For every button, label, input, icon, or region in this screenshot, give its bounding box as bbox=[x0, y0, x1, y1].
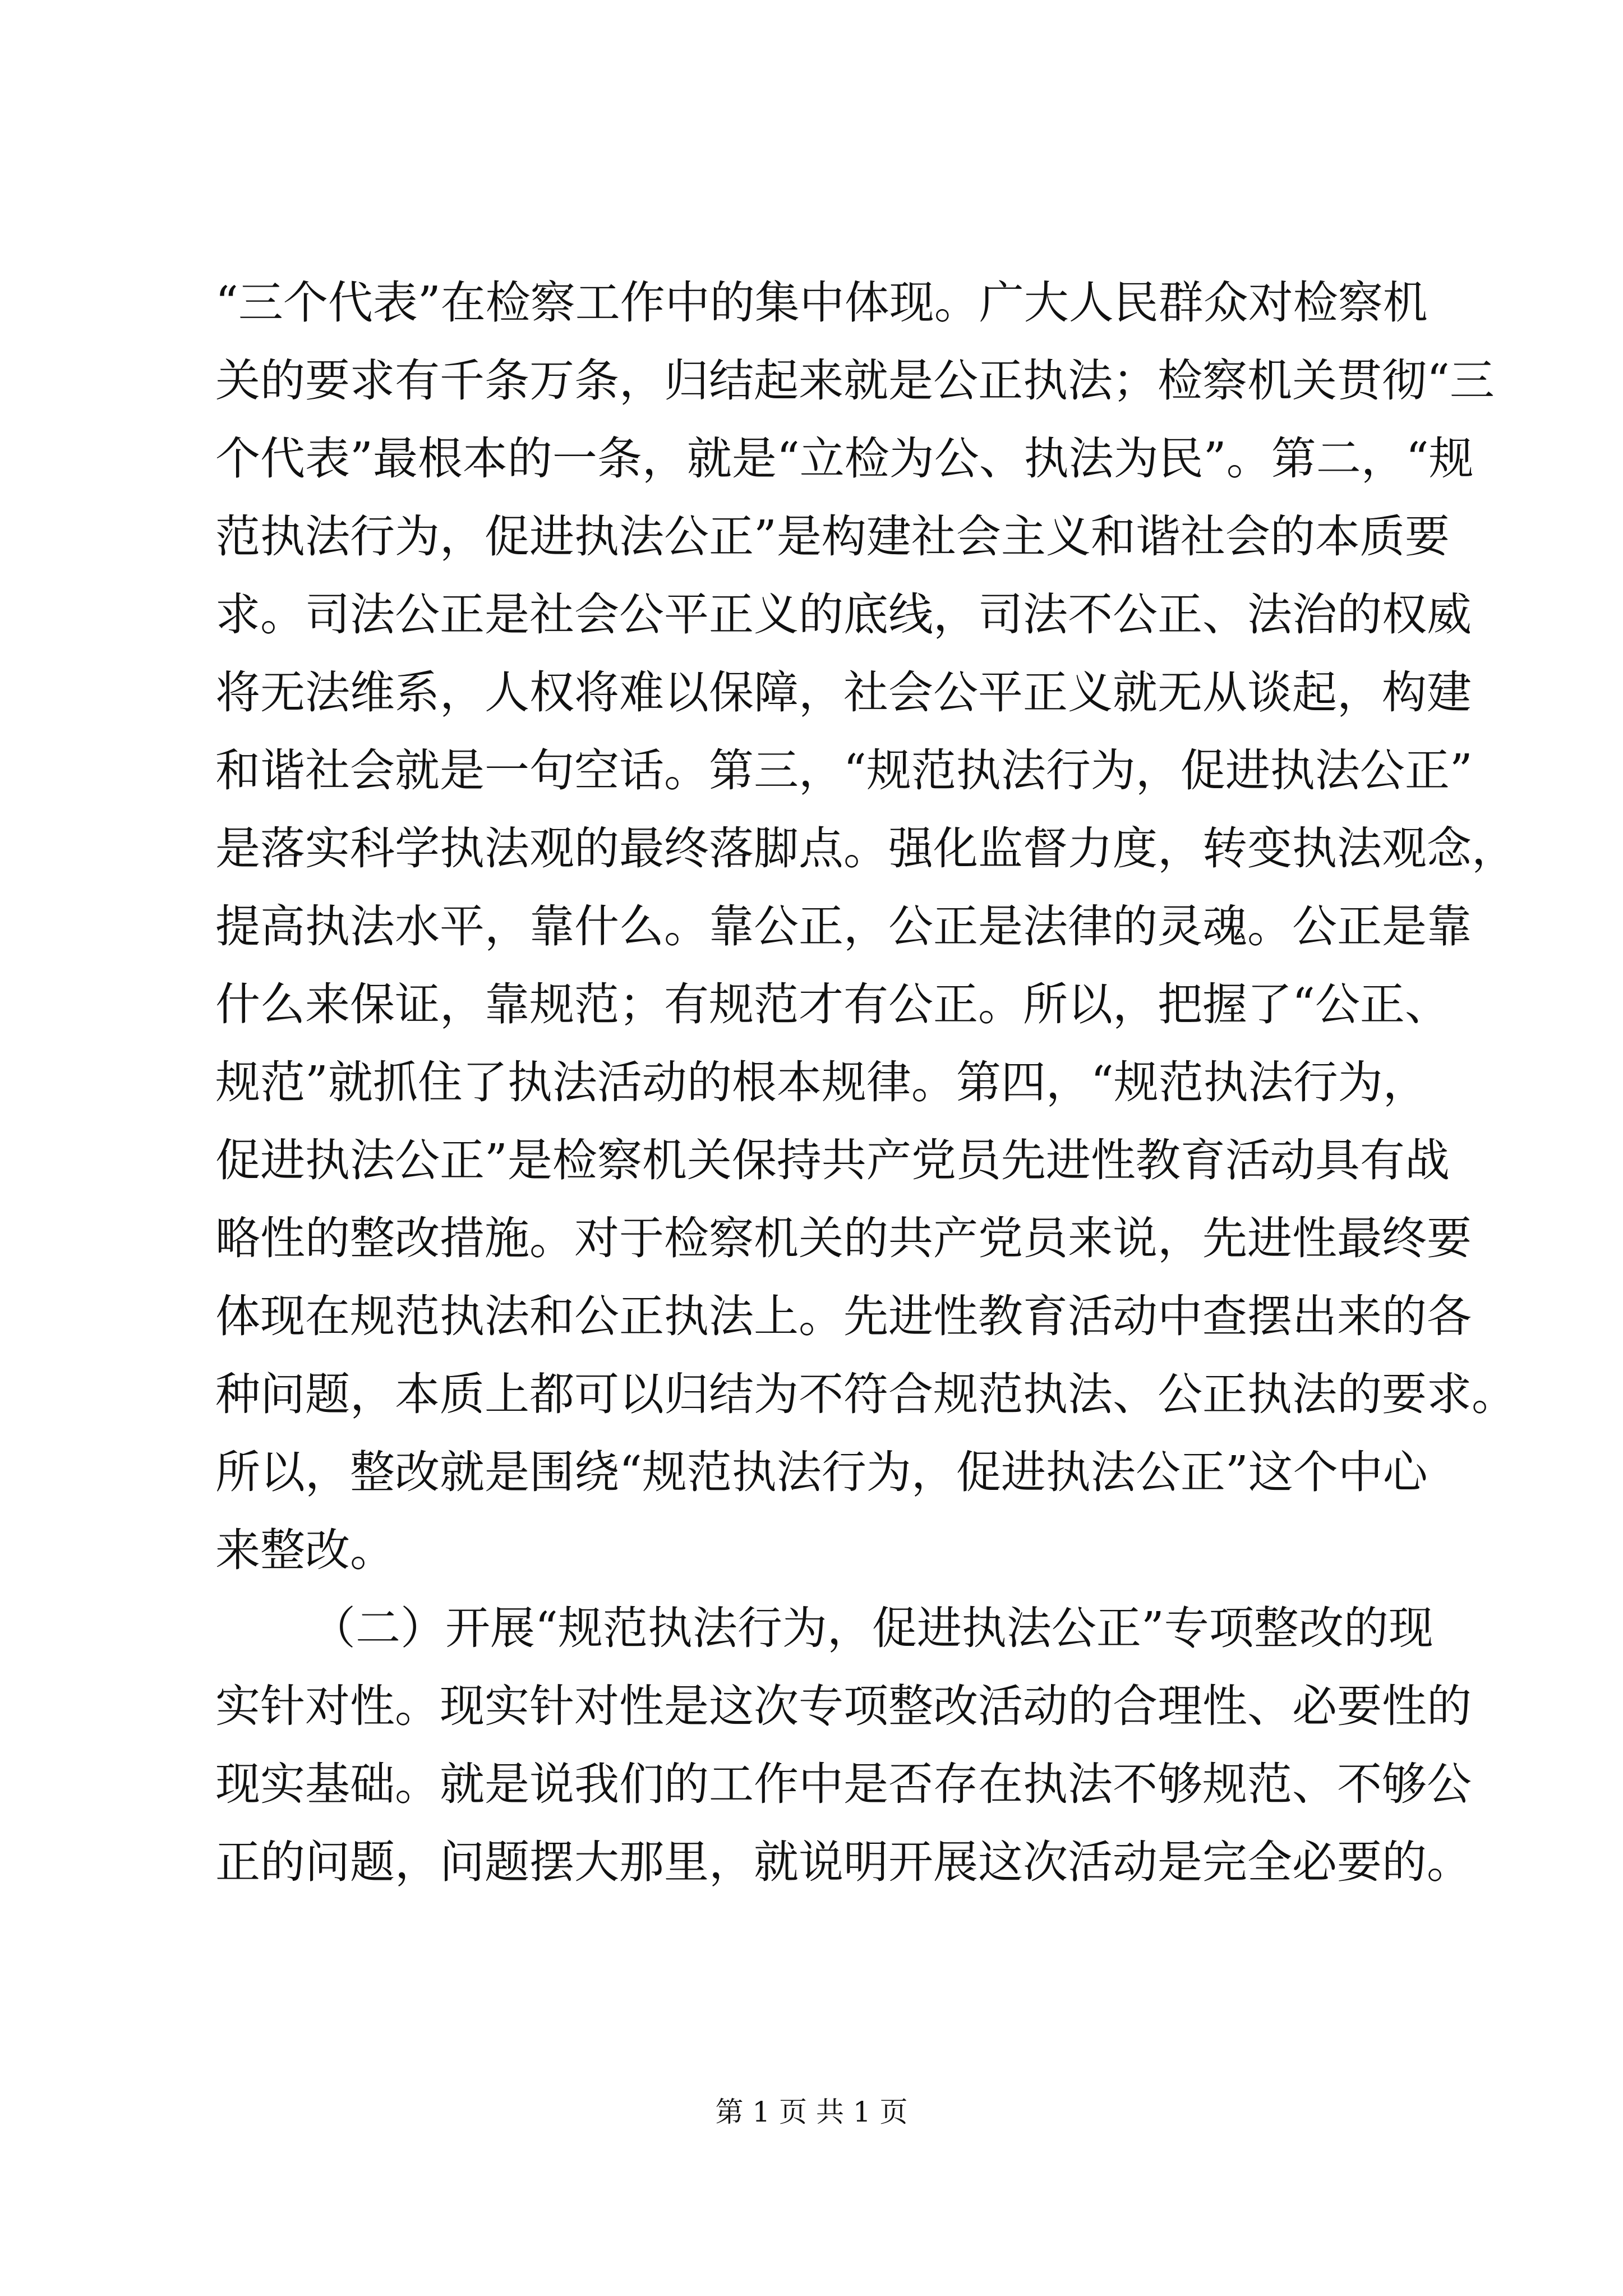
text-line: 关的要求有千条万条，归结起来就是公正执法；检察机关贯彻“三 bbox=[215, 355, 1495, 407]
section-heading-line: （二）开展“规范执法行为，促进执法公正”专项整改的现 bbox=[311, 1602, 1433, 1654]
text-line: 求。司法公正是社会公平正义的底线，司法不公正、法治的权威 bbox=[215, 588, 1472, 641]
text-line: 促进执法公正”是检察机关保持共产党员先进性教育活动具有战 bbox=[215, 1134, 1450, 1186]
text-line: 将无法维系，人权将难以保障，社会公平正义就无从谈起，构建 bbox=[215, 666, 1472, 719]
text-line: 什么来保证，靠规范；有规范才有公正。所以，把握了“公正、 bbox=[215, 978, 1450, 1030]
text-line: 正的问题，问题摆大那里，就说明开展这次活动是完全必要的。 bbox=[215, 1836, 1472, 1888]
text-line: 种问题，本质上都可以归结为不符合规范执法、公正执法的要求。 bbox=[215, 1368, 1516, 1420]
text-line: 范执法行为，促进执法公正”是构建社会主义和谐社会的本质要 bbox=[215, 510, 1450, 563]
text-line: 和谐社会就是一句空话。第三，“规范执法行为，促进执法公正” bbox=[215, 744, 1473, 797]
text-line: 实针对性。现实针对性是这次专项整改活动的合理性、必要性的 bbox=[215, 1680, 1472, 1732]
text-line: 略性的整改措施。对于检察机关的共产党员来说，先进性最终要 bbox=[215, 1212, 1472, 1264]
page-footer: 第 1 页 共 1 页 bbox=[715, 2096, 908, 2128]
text-line: 现实基础。就是说我们的工作中是否存在执法不够规范、不够公 bbox=[215, 1758, 1472, 1810]
text-line: 来整改。 bbox=[215, 1524, 395, 1576]
text-line: 个代表”最根本的一条，就是“立检为公、执法为民”。第二，“规 bbox=[215, 432, 1474, 485]
text-line: 体现在规范执法和公正执法上。先进性教育活动中查摆出来的各 bbox=[215, 1290, 1472, 1342]
body-text bbox=[215, 264, 1516, 1901]
text-line: 规范”就抓住了执法活动的根本规律。第四，“规范执法行为， bbox=[215, 1056, 1428, 1108]
text-line: “三个代表”在检察工作中的集中体现。广大人民群众对检察机 bbox=[215, 277, 1428, 329]
text-line: 提高执法水平，靠什么。靠公正，公正是法律的灵魂。公正是靠 bbox=[215, 900, 1472, 953]
text-line: 是落实科学执法观的最终落脚点。强化监督力度，转变执法观念， bbox=[215, 822, 1516, 875]
text-line: 所以，整改就是围绕“规范执法行为，促进执法公正”这个中心 bbox=[215, 1446, 1428, 1498]
